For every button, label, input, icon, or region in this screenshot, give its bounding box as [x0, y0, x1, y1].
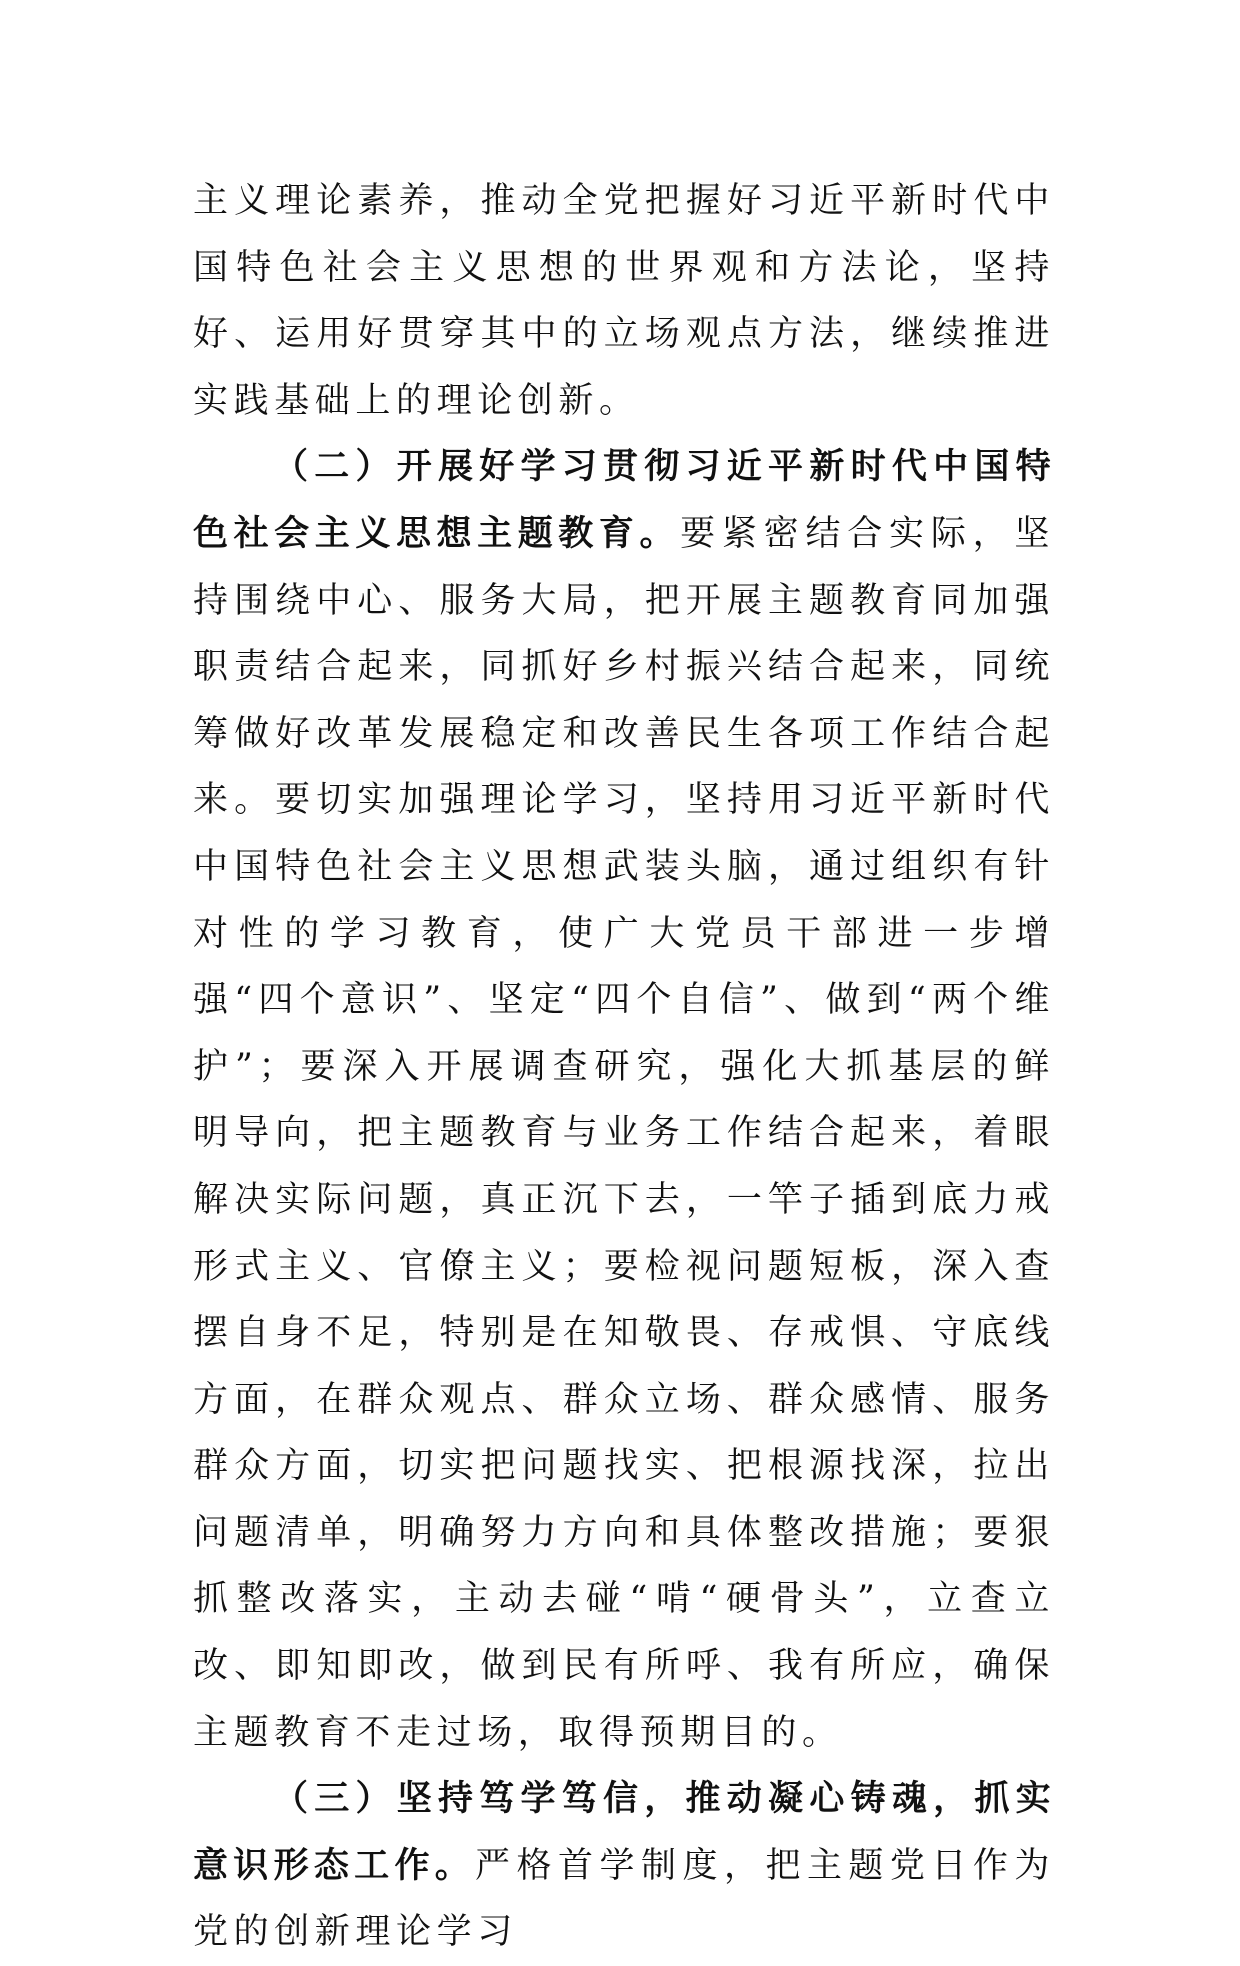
paragraph-3-text: 严格首学制度，把主题党日作为党的创新理论学习 [193, 1845, 1055, 1953]
paragraph-1 [193, 168, 1055, 434]
paragraph-3 [193, 1766, 1055, 1966]
section-heading-2: （二）开展好学习贯彻习近平新时代中国特色社会主义思想主题教育。 [193, 447, 1055, 554]
section-heading-3: （三）坚持笃学笃信，推动凝心铸魂，抓实意识形态工作。 [193, 1779, 1055, 1886]
paragraph-1-text: 主义理论素养，推动全党把握好习近平新时代中国特色社会主义思想的世界观和方法论，坚持好、运用好贯穿其中的立场观点方法，继续推进实践基础上的理论创新。 [193, 181, 1055, 421]
document-page [193, 168, 1055, 1966]
paragraph-2-text: 要紧密结合实际，坚持围绕中心、服务大局，把开展主题教育同加强职责结合起来，同抓好乡村振兴结合起来，同统筹做好改革发展稳定和改善民生各项工作结合起来。要切实加强理论学习，坚持用习近平新时代中国特色社会主义思想武装头脑，通过组织有针对性的学习教育，使广大党员干部进一步增强“四个意识”、坚定“四个自信”、做到“两个维护”；要深入开展调查研究，强化大抓基层的鲜明导向，把主题教育与业务工作结合起来，着眼解决实际问题，真正沉下去，一竿子插到底力戒形式主义、官僚主义；要检视问题短板，深入查摆自身不足，特别是在知敬畏、存戒惧、守底线方面，在群众观点、群众立场、群众感情、服务群众方面，切实把问题找实、把根源找深，拉出问题清单，明确努力方向和具体整改措施；要狠抓整改落实，主动去碰“啃“硬骨头”，立查立改、即知即改，做到民有所呼、我有所应，确保主题教育不走过场，取得预期目的。 [193, 513, 1055, 1753]
paragraph-2 [193, 434, 1055, 1766]
